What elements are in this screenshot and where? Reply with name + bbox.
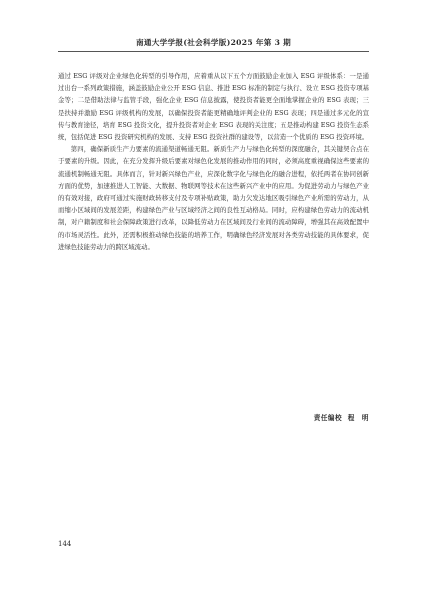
editor-label: 责任编校: [313, 414, 343, 422]
header-divider: [58, 51, 369, 52]
paragraph-fourth-point: 第四，确保新质生产力要素的流通渠道畅通无阻。新质生产力与绿色化转型的深度融合，其关键契合点在于要素的升级。因此，在充分发挥升级后要素对绿色化发展的推动作用的同时，必须高度重视确保这些要素的流通机制畅通无阻。具体而言，针对新兴绿色产业，应深化数字化与绿色化的融合进程，依托两者在协同创新方面的优势，加速推进人工智能、大数据、物联网等技术在这些新兴产业中的应用。为促进劳动力与绿色产业的有效对接，政府可通过实施财政转移支付及专项补贴政策，助力欠发达地区吸引绿色产业所需的劳动力，从而缩小区域间的发展差距，构建绿色产业与区域经济之间的良性互动格局。同时，应构建绿色劳动力的流动机制，对户籍制度和社会保障政策进行改革，以降低劳动力在区域间及行业间的流动障碍，增强其在高效配置中的市场灵活性。此外，还需积极推动绿色技能的培养工作，明确绿色经济发展对各类劳动技能的具体要求，促进绿色技能劳动力的跨区域流动。: [58, 145, 369, 251]
editor-credit: [314, 412, 369, 422]
body-text: [58, 70, 369, 253]
editor-name: 程 明: [347, 414, 369, 422]
paragraph-continued: 通过 ESG 评级对企业绿色化转型的引导作用，应着重从以下五个方面鼓励企业加入 ESG 评级体系：一是通过出台一系列政策措施，涵盖鼓励企业公开 ESG 信息、推进 ESG 标准的制定与执行、设立 ESG 投资专项基金等；二是借助法律与监管手段，强化企业 ESG 信息披露，使投资者能更全面地掌握企业的 ESG 表现；三是扶持并激励 ESG 评级机构的发展，以确保投资者能更精确地评判企业的 ESG 表现；四是通过多元化的宣传与教育途径，培育 ESG 投资文化，提升投资者对企业 ESG 表现的关注度；五是推动构建 ESG 投资生态系统，包括促进 ESG 投资研究机构的发展、支持 ESG 投资社群的建设等，以营造一个优质的 ESG 投资环境。: [58, 72, 369, 142]
page-number: 144: [58, 540, 72, 548]
running-header: 南通大学学报(社会科学版)2025 年第 3 期: [135, 38, 292, 47]
